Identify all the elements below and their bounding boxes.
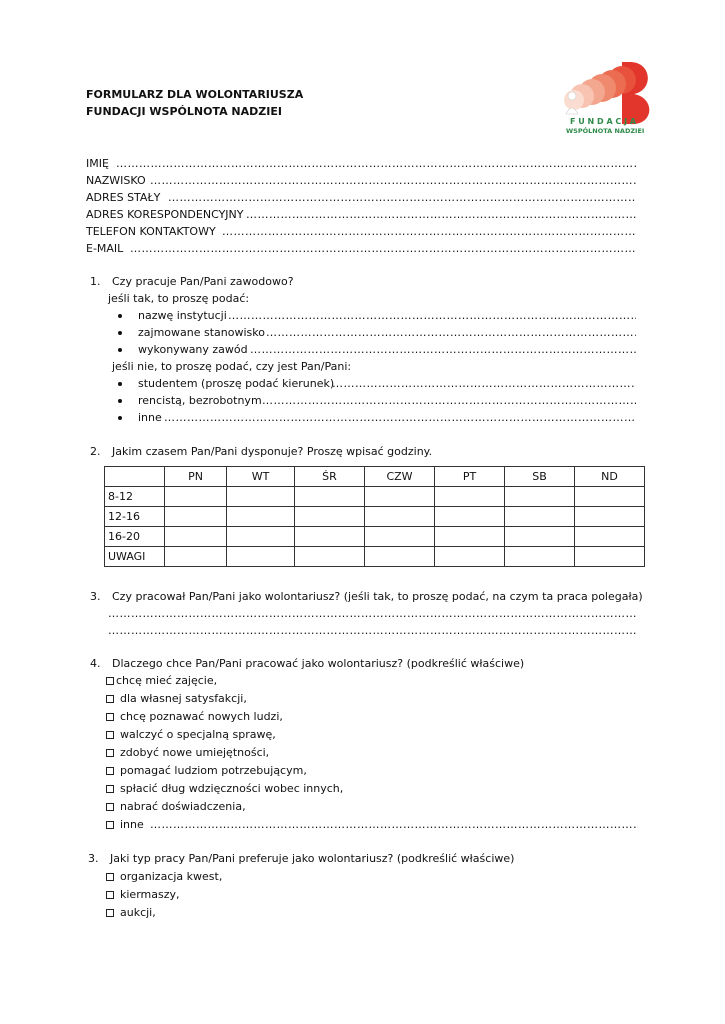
checkbox-icon <box>106 695 114 703</box>
row-label-12-16: 12-16 <box>105 507 165 527</box>
row-label-uwagi: UWAGI <box>105 547 165 567</box>
field-dots-adres-staly[interactable] <box>168 190 636 205</box>
schedule-cell[interactable] <box>435 507 505 527</box>
schedule-cell[interactable] <box>227 527 295 547</box>
day-header-sb: SB <box>505 467 575 487</box>
day-header-wt: WT <box>227 467 295 487</box>
schedule-cell[interactable] <box>505 527 575 547</box>
q5-option-3[interactable]: aukcji, <box>106 905 156 920</box>
schedule-cell[interactable] <box>365 547 435 567</box>
foundation-logo <box>560 56 656 140</box>
field-label-adres-staly: ADRES STAŁY <box>86 191 161 204</box>
table-row <box>105 487 645 507</box>
schedule-cell[interactable] <box>505 487 575 507</box>
q1-no-dots-3[interactable] <box>164 410 636 425</box>
schedule-cell[interactable] <box>365 487 435 507</box>
q4-number: 4. <box>90 657 101 670</box>
q1-no-item-2: rencistą, bezrobotnym <box>138 394 262 407</box>
q1-if-yes: jeśli tak, to proszę podać: <box>108 292 250 305</box>
checkbox-icon <box>106 821 114 829</box>
q3-answer-dots-1[interactable] <box>108 606 636 621</box>
q4-question: Dlaczego chce Pan/Pani pracować jako wolontariusz? (podkreślić właściwe) <box>112 657 525 670</box>
table-row <box>105 527 645 547</box>
q1-no-dots-2[interactable] <box>262 393 636 408</box>
schedule-cell[interactable] <box>575 547 645 567</box>
checkbox-icon <box>106 731 114 739</box>
logo-text-top: F U N D A C J A <box>570 117 637 126</box>
q1-number: 1. <box>90 275 101 288</box>
q1-yes-dots-3[interactable] <box>250 342 636 357</box>
bullet-icon <box>118 314 122 318</box>
checkbox-icon <box>106 785 114 793</box>
schedule-cell[interactable] <box>295 507 365 527</box>
q2-number: 2. <box>90 445 101 458</box>
q2-question: Jakim czasem Pan/Pani dysponuje? Proszę wpisać godziny. <box>112 445 433 458</box>
q1-no-item-1: studentem (proszę podać kierunek) <box>138 377 335 390</box>
field-label-imie: IMIĘ <box>86 157 109 170</box>
schedule-cell[interactable] <box>435 487 505 507</box>
schedule-cell[interactable] <box>505 547 575 567</box>
q4-option-9[interactable]: inne <box>106 817 144 832</box>
q1-yes-dots-2[interactable] <box>266 325 636 340</box>
field-label-nazwisko: NAZWISKO <box>86 174 146 187</box>
schedule-cell[interactable] <box>295 527 365 547</box>
day-header-czw: CZW <box>365 467 435 487</box>
q1-if-no: jeśli nie, to proszę podać, czy jest Pan/Pani: <box>112 360 352 373</box>
schedule-cell[interactable] <box>227 487 295 507</box>
q4-option-1[interactable]: chcę mieć zajęcie, <box>106 673 217 688</box>
checkbox-icon <box>106 713 114 721</box>
day-header-sr: ŚR <box>295 467 365 487</box>
bullet-icon <box>118 399 122 403</box>
form-title <box>86 86 303 120</box>
table-corner-cell <box>105 467 165 487</box>
schedule-cell[interactable] <box>365 527 435 547</box>
day-header-nd: ND <box>575 467 645 487</box>
availability-table <box>104 466 645 567</box>
schedule-cell[interactable] <box>295 487 365 507</box>
table-header-row <box>105 467 645 487</box>
q1-yes-item-2: zajmowane stanowisko <box>138 326 265 339</box>
q1-yes-dots-1[interactable] <box>228 308 636 323</box>
q3-number: 3. <box>90 590 101 603</box>
q4-option-6[interactable]: pomagać ludziom potrzebującym, <box>106 763 307 778</box>
schedule-cell[interactable] <box>435 527 505 547</box>
q4-option-2[interactable]: dla własnej satysfakcji, <box>106 691 247 706</box>
field-label-adres-korespondencyjny: ADRES KORESPONDENCYJNY <box>86 208 244 221</box>
schedule-cell[interactable] <box>365 507 435 527</box>
q5-question: Jaki typ pracy Pan/Pani preferuje jako wolontariusz? (podkreślić właściwe) <box>110 852 515 865</box>
q3-question: Czy pracował Pan/Pani jako wolontariusz? (jeśli tak, to proszę podać, na czym ta praca polegała) <box>112 590 643 603</box>
checkbox-icon <box>106 873 114 881</box>
q1-yes-item-1: nazwę instytucji <box>138 309 227 322</box>
checkbox-icon <box>106 749 114 757</box>
field-label-telefon: TELEFON KONTAKTOWY <box>86 225 216 238</box>
logo-text-bottom: WSPÓLNOTA NADZIEI <box>566 127 645 135</box>
checkbox-icon <box>106 677 114 685</box>
schedule-cell[interactable] <box>435 547 505 567</box>
field-dots-adres-korespondencyjny[interactable] <box>246 207 636 222</box>
field-dots-email[interactable] <box>130 241 636 256</box>
field-dots-nazwisko[interactable] <box>150 173 636 188</box>
q4-option-7[interactable]: spłacić dług wdzięczności wobec innych, <box>106 781 343 796</box>
row-label-8-12: 8-12 <box>105 487 165 507</box>
q4-other-dots[interactable] <box>150 817 638 832</box>
day-header-pt: PT <box>435 467 505 487</box>
schedule-cell[interactable] <box>575 507 645 527</box>
bullet-icon <box>118 382 122 386</box>
field-dots-telefon[interactable] <box>222 224 636 239</box>
title-line-1: FORMULARZ DLA WOLONTARIUSZA <box>86 88 304 101</box>
q1-no-dots-1[interactable] <box>332 376 636 391</box>
schedule-cell[interactable] <box>227 507 295 527</box>
schedule-cell[interactable] <box>295 547 365 567</box>
q4-option-8[interactable]: nabrać doświadczenia, <box>106 799 246 814</box>
table-row <box>105 547 645 567</box>
bullet-icon <box>118 331 122 335</box>
q1-question: Czy pracuje Pan/Pani zawodowo? <box>112 275 294 288</box>
schedule-cell[interactable] <box>165 527 227 547</box>
field-label-email: E-MAIL <box>86 242 124 255</box>
q1-no-item-3: inne <box>138 411 162 424</box>
bullet-icon <box>118 416 122 420</box>
schedule-cell[interactable] <box>165 487 227 507</box>
schedule-cell[interactable] <box>575 527 645 547</box>
checkbox-icon <box>106 909 114 917</box>
q4-option-4[interactable]: walczyć o specjalną sprawę, <box>106 727 276 742</box>
schedule-cell[interactable] <box>575 487 645 507</box>
day-header-pn: PN <box>165 467 227 487</box>
title-line-2: FUNDACJI WSPÓLNOTA NADZIEI <box>86 105 282 118</box>
q4-option-3[interactable]: chcę poznawać nowych ludzi, <box>106 709 283 724</box>
checkbox-icon <box>106 891 114 899</box>
q5-option-1[interactable]: organizacja kwest, <box>106 869 222 884</box>
q4-option-5[interactable]: zdobyć nowe umiejętności, <box>106 745 269 760</box>
checkbox-icon <box>106 767 114 775</box>
checkbox-icon <box>106 803 114 811</box>
row-label-16-20: 16-20 <box>105 527 165 547</box>
schedule-cell[interactable] <box>165 507 227 527</box>
schedule-cell[interactable] <box>505 507 575 527</box>
q5-number: 3. <box>88 852 99 865</box>
table-row <box>105 507 645 527</box>
field-dots-imie[interactable] <box>116 156 636 171</box>
q3-answer-dots-2[interactable] <box>108 623 636 638</box>
schedule-cell[interactable] <box>165 547 227 567</box>
bullet-icon <box>118 348 122 352</box>
q5-option-2[interactable]: kiermaszy, <box>106 887 180 902</box>
q1-yes-item-3: wykonywany zawód <box>138 343 248 356</box>
schedule-cell[interactable] <box>227 547 295 567</box>
